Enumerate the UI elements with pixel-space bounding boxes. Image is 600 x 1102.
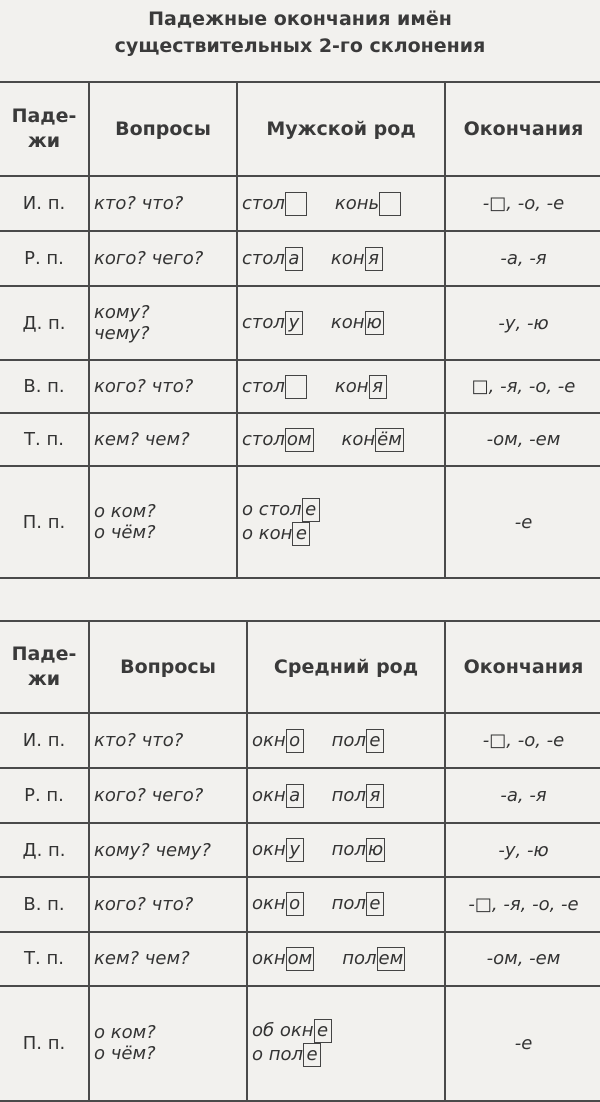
endings-cell: -е xyxy=(445,466,600,578)
table-row xyxy=(0,360,600,413)
table-row xyxy=(0,286,600,360)
case-cell: В. п. xyxy=(0,360,89,413)
example-word xyxy=(331,248,383,269)
ending-box: а xyxy=(286,784,304,808)
word-stem: о пол xyxy=(252,1044,304,1066)
examples-cell xyxy=(237,413,445,466)
ending-box: я xyxy=(369,375,387,399)
example-word xyxy=(332,730,384,751)
example-word xyxy=(242,376,307,397)
questions-cell xyxy=(89,823,247,877)
word-stem: пол xyxy=(331,784,366,806)
word-stem: кон xyxy=(330,312,365,333)
example-word xyxy=(342,429,404,450)
examples-cell xyxy=(237,466,445,578)
examples-cell xyxy=(247,823,445,877)
examples-cell xyxy=(247,986,445,1101)
ending-box xyxy=(285,192,307,216)
endings-cell: -у, -ю xyxy=(445,286,600,360)
ending-box: е xyxy=(366,892,384,916)
word-stem: стол xyxy=(242,192,285,214)
case-cell: И. п. xyxy=(0,713,89,768)
example-word xyxy=(252,839,304,860)
word-stem: пол xyxy=(331,729,366,751)
table-row xyxy=(0,823,600,877)
ending-box: я xyxy=(365,247,383,271)
column-header: Мужской род xyxy=(237,82,445,176)
ending-box: е xyxy=(302,498,320,522)
examples-cell xyxy=(237,231,445,286)
examples-cell xyxy=(247,713,445,768)
ending-box: о xyxy=(286,892,304,916)
question-text: кому? xyxy=(94,302,150,323)
word-stem: стол xyxy=(242,428,285,450)
ending-box: ю xyxy=(367,839,384,861)
word-stem: окн xyxy=(252,839,286,861)
table-row xyxy=(0,413,600,466)
example-word xyxy=(331,312,384,333)
examples-cell xyxy=(247,768,445,823)
table-row xyxy=(0,932,600,986)
example-word xyxy=(332,893,384,914)
example-word xyxy=(242,312,303,333)
word-stem: об окн xyxy=(252,1020,314,1042)
case-cell: Т. п. xyxy=(0,413,89,466)
column-header: Средний род xyxy=(247,621,445,713)
ending-box: а xyxy=(285,247,303,271)
question-text: кто? что? xyxy=(94,193,184,214)
ending-box: я xyxy=(366,784,384,808)
example-word xyxy=(252,1019,440,1043)
ending-box: ём xyxy=(377,428,402,450)
word-stem: пол xyxy=(342,947,377,969)
table-row xyxy=(0,877,600,931)
column-header: Вопросы xyxy=(89,82,237,176)
case-cell: И. п. xyxy=(0,176,89,231)
word-stem: окн xyxy=(252,784,286,806)
question-text: кого? чего? xyxy=(94,785,204,807)
questions-cell xyxy=(89,176,237,231)
ending-box: е xyxy=(292,522,310,546)
table-row xyxy=(0,466,600,578)
case-cell: В. п. xyxy=(0,877,89,931)
question-text: кого? что? xyxy=(94,376,194,397)
neuter-endings-table xyxy=(0,620,600,1102)
question-text: кому? чему? xyxy=(94,839,211,861)
word-stem: о стол xyxy=(242,499,302,520)
example-word xyxy=(242,193,307,214)
endings-cell: -ом, -ем xyxy=(445,413,600,466)
ending-box xyxy=(379,192,401,216)
examples-cell xyxy=(237,360,445,413)
example-word xyxy=(252,893,304,914)
ending-box: ем xyxy=(378,947,404,969)
title-line-1: Падежные окончания имён xyxy=(148,8,452,30)
title-line-2: существительных 2-го склонения xyxy=(114,35,486,57)
ending-box xyxy=(285,375,307,399)
table-row xyxy=(0,986,600,1101)
endings-cell: -ом, -ем xyxy=(445,932,600,986)
example-word xyxy=(342,948,405,969)
case-cell: Д. п. xyxy=(0,286,89,360)
endings-cell: □, -я, -о, -е xyxy=(445,360,600,413)
word-stem: пол xyxy=(331,893,366,915)
endings-cell: -а, -я xyxy=(445,231,600,286)
case-cell: Р. п. xyxy=(0,231,89,286)
ending-box: у xyxy=(286,838,304,862)
column-header: Окончания xyxy=(445,82,600,176)
endings-cell: -у, -ю xyxy=(445,823,600,877)
word-stem: пол xyxy=(331,839,366,861)
word-stem: окн xyxy=(252,947,286,969)
examples-cell xyxy=(237,176,445,231)
questions-cell xyxy=(89,768,247,823)
word-stem: кон xyxy=(330,247,365,269)
questions-cell xyxy=(89,360,237,413)
questions-cell xyxy=(89,986,247,1101)
example-word xyxy=(332,839,385,860)
question-text: кем? чем? xyxy=(94,429,190,450)
examples-cell xyxy=(247,877,445,931)
masculine-endings-table xyxy=(0,81,600,579)
word-stem: кон xyxy=(341,428,376,450)
column-header: Вопросы xyxy=(89,621,247,713)
questions-cell xyxy=(89,231,237,286)
table-row xyxy=(0,176,600,231)
question-text: о ком? xyxy=(94,1022,156,1044)
example-word xyxy=(242,498,440,522)
table-row xyxy=(0,231,600,286)
word-stem: стол xyxy=(242,312,285,333)
example-word xyxy=(252,948,314,969)
example-word xyxy=(252,730,304,751)
question-text: о чём? xyxy=(94,1043,156,1065)
question-text: кого? чего? xyxy=(94,248,204,269)
question-text: о чём? xyxy=(94,522,156,543)
endings-cell: -□, -о, -е xyxy=(445,713,600,768)
column-header: Паде- жи xyxy=(0,621,89,713)
word-stem: кон xyxy=(334,375,369,397)
example-word xyxy=(335,376,387,397)
word-stem: стол xyxy=(242,375,285,397)
questions-cell xyxy=(89,932,247,986)
endings-cell: -а, -я xyxy=(445,768,600,823)
endings-cell: -□, -о, -е xyxy=(445,176,600,231)
example-word xyxy=(252,1043,440,1067)
ending-box: о xyxy=(286,729,304,753)
question-text: кого? что? xyxy=(94,893,194,915)
example-word xyxy=(242,522,440,546)
word-stem: окн xyxy=(252,729,286,751)
word-stem: конь xyxy=(334,192,380,214)
questions-cell xyxy=(89,466,237,578)
questions-cell xyxy=(89,413,237,466)
examples-cell xyxy=(247,932,445,986)
case-cell: П. п. xyxy=(0,466,89,578)
word-stem: стол xyxy=(242,247,285,269)
example-word xyxy=(335,193,401,214)
case-cell: П. п. xyxy=(0,986,89,1101)
question-text: о ком? xyxy=(94,501,156,522)
case-cell: Т. п. xyxy=(0,932,89,986)
example-word xyxy=(242,429,314,450)
ending-box: е xyxy=(366,729,384,753)
question-text: кем? чем? xyxy=(94,948,190,970)
column-header: Паде- жи xyxy=(0,82,89,176)
questions-cell xyxy=(89,713,247,768)
ending-box: е xyxy=(314,1019,332,1043)
question-text: кто? что? xyxy=(94,730,184,752)
endings-cell: -□, -я, -о, -е xyxy=(445,877,600,931)
examples-cell xyxy=(237,286,445,360)
column-header: Окончания xyxy=(445,621,600,713)
ending-box: ом xyxy=(287,947,313,969)
questions-cell xyxy=(89,877,247,931)
page-title xyxy=(0,6,600,60)
ending-box: ом xyxy=(286,428,312,450)
case-cell: Д. п. xyxy=(0,823,89,877)
ending-box: у xyxy=(285,311,303,335)
ending-box: ю xyxy=(366,312,382,333)
question-text: чему? xyxy=(94,323,150,344)
example-word xyxy=(242,248,303,269)
table-row xyxy=(0,768,600,823)
example-word xyxy=(332,785,384,806)
word-stem: окн xyxy=(252,893,286,915)
questions-cell xyxy=(89,286,237,360)
endings-cell: -е xyxy=(445,986,600,1101)
ending-box: е xyxy=(303,1043,321,1067)
table-row xyxy=(0,713,600,768)
case-cell: Р. п. xyxy=(0,768,89,823)
word-stem: о кон xyxy=(242,523,293,544)
example-word xyxy=(252,785,304,806)
